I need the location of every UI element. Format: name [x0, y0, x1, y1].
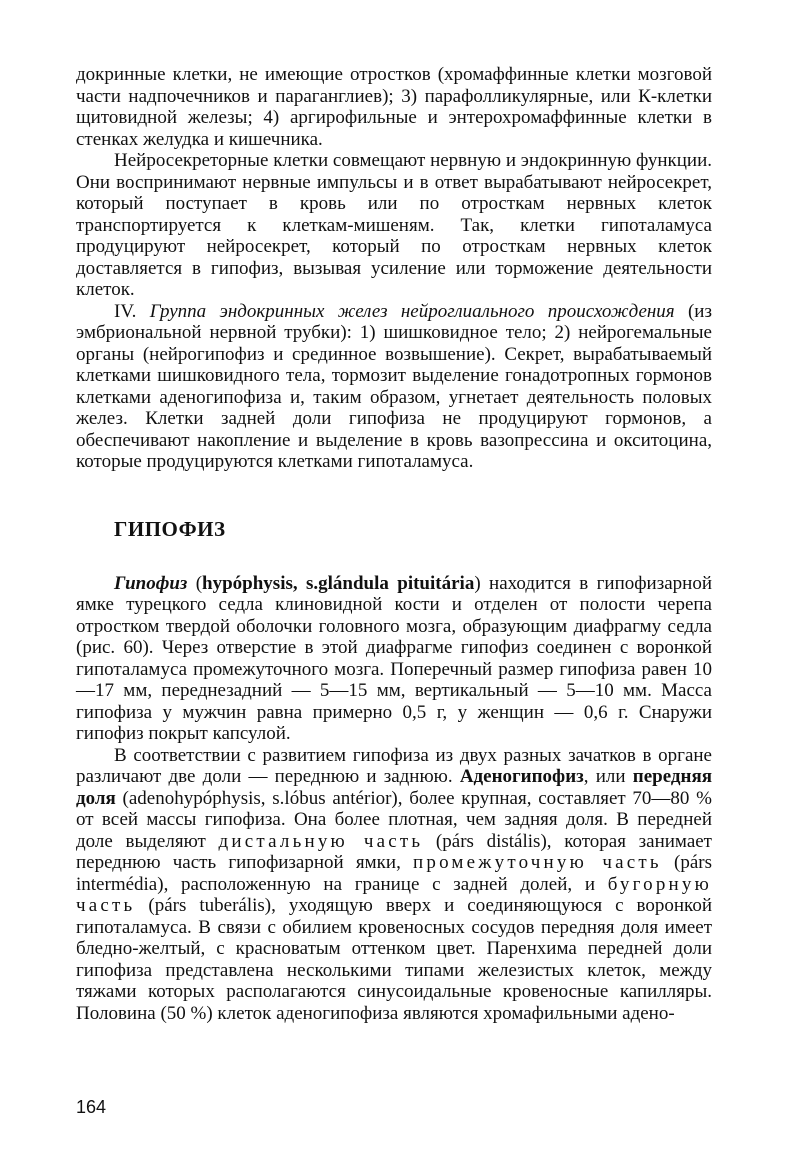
page-text-column	[76, 64, 712, 1024]
term-hypophysis: Гипофиз	[114, 572, 188, 594]
latin-term-hypophysis: hypóphysis, s.glándula pituitária	[202, 572, 475, 594]
hypophysis-intro-text: находится в гипофизарной ямке турецкого седла клиновидной кости и отделен от полости черепа отростком твердой оболочки головного мозга, образующим диафрагму седла (рис. 60). Через отверстие в этой диафрагме гипофиз соединен с воронкой гипоталамуса промежуточного мозга. Поперечный размер гипофиза равен 10—17 мм, переднезадний — 5—15 мм, вертикальный — 5—10 мм. Масса гипофиза у мужчин равна примерно 0,5 г, у женщин — 0,6 г. Снаружи гипофиз покрыт капсулой.	[76, 572, 712, 744]
term-anterior-lobe: передняя доля	[76, 766, 712, 809]
term-tuberal-part: бугорную часть	[76, 873, 712, 916]
page-number: 164	[76, 1097, 107, 1117]
adeno-text-6: (párs tuberális), уходящую вверх и соединяющуюся с воронкой гипоталамуса. В связи с обилием кровеносных сосудов передняя доля имеет бледно-желтый, с красноватым оттенком цвет. Паренхима передней доли гипофиза представлена несколькими типами железистых клеток, между тяжами которых располагаются синусоидальные кровеносные капилляры. Половина (50 %) клеток аденогипофиза являются хромафильными адено-	[76, 895, 712, 1024]
paragraph-hypophysis-intro	[76, 573, 712, 745]
adeno-text-4: (párs distális), которая занимает переднюю часть гипофизарной ямки,	[76, 830, 712, 873]
adeno-text-3: (adenohypóphysis, s.lóbus antérior), более крупная, составляет 70—80 % от всей массы гипофиза. Она более плотная, чем задняя доля. В передней доле выделяют	[76, 787, 712, 852]
adeno-text-1: В соответствии с развитием гипофиза из двух разных зачатков в органе различают две доли — переднюю и заднюю.	[76, 744, 712, 787]
latin-close: )	[474, 572, 481, 594]
adeno-text-5: (párs intermédia), расположенную на границе с задней долей, и	[76, 852, 713, 895]
paragraph-neurosecretory-cells: Нейросекреторные клетки совмещают нервную и эндокринную функции. Они воспринимают нервные импульсы и в ответ вырабатывают нейросекрет, который поступает в кровь или по отросткам нервных клеток транспортируется к клеткам-мишеням. Так, клетки гипоталамуса продуцируют нейросекрет, который по отросткам нервных клеток доставляется в гипофиз, вызывая усиление или торможение деятельности клеток.	[76, 150, 712, 300]
group-iv-numeral: IV.	[114, 300, 150, 322]
term-intermediate-part: промежуточную часть	[413, 852, 662, 873]
term-distal-part: дистальную часть	[218, 830, 424, 852]
latin-open: (	[187, 572, 203, 594]
group-iv-title: Группа эндокринных желез нейроглиального происхождения	[149, 300, 675, 322]
section-heading: ГИПОФИЗ	[114, 516, 226, 541]
paragraph-endocrine-cells: докринные клетки, не имеющие отростков (хромаффинные клетки мозговой части надпочечников и параганглиев); 3) парафолликулярные, или К-клетки щитовидной железы; 4) аргирофильные и энтерохромаффинные клетки в стенках желудка и кишечника.	[76, 64, 712, 150]
group-iv-text: (из эмбриональной нервной трубки): 1) шишковидное тело; 2) нейрогемальные органы (нейрогипофиз и срединное возвышение). Секрет, вырабатываемый клетками шишковидного тела, тормозит выделение гонадотропных гормонов клетками аденогипофиза и, таким образом, угнетает деятельность половых желез. Клетки задней доли гипофиза не продуцируют гормонов, а обеспечивают накопление и выделение в кровь вазопрессина и окситоцина, которые продуцируются клетками гипоталамуса.	[76, 300, 712, 472]
adeno-text-2: , или	[583, 766, 633, 787]
paragraph-adenohypophysis	[76, 745, 712, 1025]
paragraph-group-iv	[76, 301, 712, 473]
term-adenohypophysis: Аденогипофиз	[459, 766, 584, 787]
